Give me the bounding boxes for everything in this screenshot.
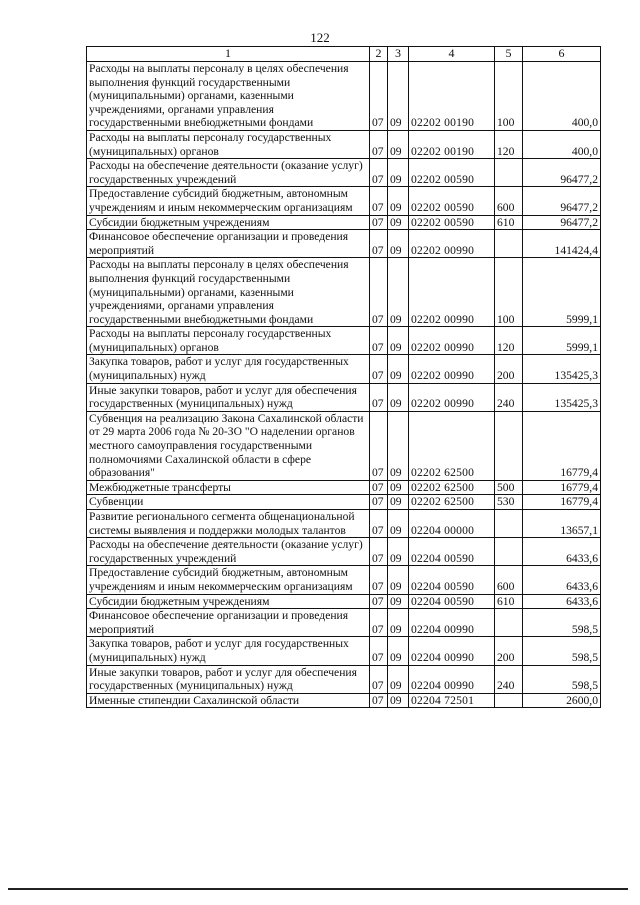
page-number: 122 bbox=[310, 30, 330, 45]
cell-vr bbox=[495, 510, 523, 538]
table-row bbox=[87, 594, 601, 609]
cell-rz: 07 bbox=[370, 230, 388, 258]
cell-vr bbox=[495, 693, 523, 708]
footer-rule bbox=[8, 888, 628, 890]
cell-rz: 07 bbox=[370, 566, 388, 594]
cell-vr: 610 bbox=[495, 594, 523, 609]
cell-vr: 200 bbox=[495, 355, 523, 383]
cell-name: Субвенция на реализацию Закона Сахалинской области от 29 марта 2006 года № 20-ЗО "О наделении органов местного самоуправления государственными полномочиями Сахалинской области в сфере образования" bbox=[87, 411, 370, 480]
cell-pr: 09 bbox=[388, 187, 409, 215]
cell-sum: 5999,1 bbox=[523, 258, 601, 327]
cell-name: Субсидии бюджетным учреждениям bbox=[87, 594, 370, 609]
cell-rz: 07 bbox=[370, 495, 388, 510]
table-row bbox=[87, 480, 601, 495]
cell-csr: 02202 00590 bbox=[409, 187, 495, 215]
table-row bbox=[87, 258, 601, 327]
cell-rz: 07 bbox=[370, 62, 388, 131]
cell-pr: 09 bbox=[388, 383, 409, 411]
cell-csr: 02204 00990 bbox=[409, 609, 495, 637]
header-col-5: 5 bbox=[495, 47, 523, 62]
cell-vr: 200 bbox=[495, 637, 523, 665]
cell-name: Расходы на выплаты персоналу в целях обеспечения выполнения функций государственными (муниципальными) органами, казенными учреждениями, органами управления государственными внебюджетными фондами bbox=[87, 258, 370, 327]
cell-name: Расходы на выплаты персоналу государственных (муниципальных) органов bbox=[87, 327, 370, 355]
cell-pr: 09 bbox=[388, 159, 409, 187]
cell-rz: 07 bbox=[370, 480, 388, 495]
cell-vr: 600 bbox=[495, 566, 523, 594]
cell-vr: 120 bbox=[495, 327, 523, 355]
cell-name: Расходы на обеспечение деятельности (оказание услуг) государственных учреждений bbox=[87, 159, 370, 187]
cell-sum: 16779,4 bbox=[523, 495, 601, 510]
cell-name: Иные закупки товаров, работ и услуг для обеспечения государственных (муниципальных) нужд bbox=[87, 665, 370, 693]
cell-csr: 02202 00990 bbox=[409, 327, 495, 355]
table-row bbox=[87, 230, 601, 258]
cell-sum: 2600,0 bbox=[523, 693, 601, 708]
cell-name: Субсидии бюджетным учреждениям bbox=[87, 215, 370, 230]
cell-pr: 09 bbox=[388, 327, 409, 355]
header-col-2: 2 bbox=[370, 47, 388, 62]
cell-rz: 07 bbox=[370, 258, 388, 327]
table-row bbox=[87, 327, 601, 355]
cell-rz: 07 bbox=[370, 411, 388, 480]
cell-vr: 600 bbox=[495, 187, 523, 215]
cell-vr bbox=[495, 609, 523, 637]
cell-csr: 02202 62500 bbox=[409, 495, 495, 510]
cell-sum: 96477,2 bbox=[523, 159, 601, 187]
cell-name: Предоставление субсидий бюджетным, автономным учреждениям и иным некоммерческим организациям bbox=[87, 566, 370, 594]
cell-sum: 6433,6 bbox=[523, 594, 601, 609]
cell-rz: 07 bbox=[370, 693, 388, 708]
cell-sum: 598,5 bbox=[523, 665, 601, 693]
table-row bbox=[87, 566, 601, 594]
table-row bbox=[87, 62, 601, 131]
cell-pr: 09 bbox=[388, 258, 409, 327]
cell-name: Закупка товаров, работ и услуг для государственных (муниципальных) нужд bbox=[87, 355, 370, 383]
cell-vr: 240 bbox=[495, 665, 523, 693]
cell-pr: 09 bbox=[388, 215, 409, 230]
cell-csr: 02204 00000 bbox=[409, 510, 495, 538]
cell-pr: 09 bbox=[388, 495, 409, 510]
cell-pr: 09 bbox=[388, 609, 409, 637]
cell-pr: 09 bbox=[388, 566, 409, 594]
cell-csr: 02204 00590 bbox=[409, 566, 495, 594]
cell-name: Расходы на выплаты персоналу государственных (муниципальных) органов bbox=[87, 130, 370, 158]
cell-pr: 09 bbox=[388, 355, 409, 383]
table-row bbox=[87, 383, 601, 411]
cell-sum: 141424,4 bbox=[523, 230, 601, 258]
cell-vr: 610 bbox=[495, 215, 523, 230]
cell-pr: 09 bbox=[388, 538, 409, 566]
cell-vr: 120 bbox=[495, 130, 523, 158]
cell-name: Межбюджетные трансферты bbox=[87, 480, 370, 495]
cell-name: Развитие регионального сегмента общенациональной системы выявления и поддержки молодых талантов bbox=[87, 510, 370, 538]
cell-sum: 5999,1 bbox=[523, 327, 601, 355]
cell-csr: 02202 00990 bbox=[409, 383, 495, 411]
cell-rz: 07 bbox=[370, 665, 388, 693]
cell-csr: 02202 62500 bbox=[409, 480, 495, 495]
cell-pr: 09 bbox=[388, 411, 409, 480]
cell-sum: 6433,6 bbox=[523, 566, 601, 594]
cell-vr: 240 bbox=[495, 383, 523, 411]
header-col-4: 4 bbox=[409, 47, 495, 62]
cell-name: Финансовое обеспечение организации и проведения мероприятий bbox=[87, 609, 370, 637]
cell-sum: 400,0 bbox=[523, 62, 601, 131]
cell-sum: 400,0 bbox=[523, 130, 601, 158]
cell-csr: 02202 00590 bbox=[409, 215, 495, 230]
cell-csr: 02202 00190 bbox=[409, 62, 495, 131]
cell-rz: 07 bbox=[370, 383, 388, 411]
cell-vr bbox=[495, 538, 523, 566]
table-row bbox=[87, 538, 601, 566]
cell-pr: 09 bbox=[388, 510, 409, 538]
table-row bbox=[87, 130, 601, 158]
cell-csr: 02202 00990 bbox=[409, 355, 495, 383]
table-row bbox=[87, 693, 601, 708]
cell-vr bbox=[495, 230, 523, 258]
cell-rz: 07 bbox=[370, 594, 388, 609]
table-row bbox=[87, 355, 601, 383]
cell-name: Закупка товаров, работ и услуг для государственных (муниципальных) нужд bbox=[87, 637, 370, 665]
cell-csr: 02202 00990 bbox=[409, 230, 495, 258]
cell-sum: 96477,2 bbox=[523, 187, 601, 215]
cell-csr: 02202 00590 bbox=[409, 159, 495, 187]
cell-rz: 07 bbox=[370, 355, 388, 383]
cell-rz: 07 bbox=[370, 215, 388, 230]
cell-pr: 09 bbox=[388, 665, 409, 693]
table-row bbox=[87, 609, 601, 637]
cell-name: Расходы на обеспечение деятельности (оказание услуг) государственных учреждений bbox=[87, 538, 370, 566]
cell-sum: 16779,4 bbox=[523, 480, 601, 495]
cell-vr: 100 bbox=[495, 258, 523, 327]
cell-pr: 09 bbox=[388, 480, 409, 495]
cell-name: Субвенции bbox=[87, 495, 370, 510]
cell-name: Предоставление субсидий бюджетным, автономным учреждениям и иным некоммерческим организациям bbox=[87, 187, 370, 215]
cell-csr: 02202 62500 bbox=[409, 411, 495, 480]
cell-vr: 530 bbox=[495, 495, 523, 510]
table-header-row bbox=[87, 47, 601, 62]
cell-rz: 07 bbox=[370, 637, 388, 665]
cell-csr: 02204 00590 bbox=[409, 594, 495, 609]
cell-csr: 02204 72501 bbox=[409, 693, 495, 708]
cell-sum: 6433,6 bbox=[523, 538, 601, 566]
cell-pr: 09 bbox=[388, 230, 409, 258]
header-col-6: 6 bbox=[523, 47, 601, 62]
cell-vr bbox=[495, 411, 523, 480]
cell-sum: 13657,1 bbox=[523, 510, 601, 538]
cell-sum: 598,5 bbox=[523, 637, 601, 665]
cell-rz: 07 bbox=[370, 130, 388, 158]
table-row bbox=[87, 665, 601, 693]
cell-rz: 07 bbox=[370, 510, 388, 538]
cell-rz: 07 bbox=[370, 609, 388, 637]
cell-sum: 16779,4 bbox=[523, 411, 601, 480]
cell-name: Расходы на выплаты персоналу в целях обеспечения выполнения функций государственными (муниципальными) органами, казенными учреждениями, органами управления государственными внебюджетными фондами bbox=[87, 62, 370, 131]
cell-pr: 09 bbox=[388, 637, 409, 665]
cell-vr bbox=[495, 159, 523, 187]
cell-sum: 598,5 bbox=[523, 609, 601, 637]
table-row bbox=[87, 187, 601, 215]
header-col-3: 3 bbox=[388, 47, 409, 62]
cell-csr: 02202 00990 bbox=[409, 258, 495, 327]
table-row bbox=[87, 495, 601, 510]
cell-sum: 135425,3 bbox=[523, 355, 601, 383]
cell-rz: 07 bbox=[370, 538, 388, 566]
cell-csr: 02204 00590 bbox=[409, 538, 495, 566]
cell-csr: 02202 00190 bbox=[409, 130, 495, 158]
cell-vr: 100 bbox=[495, 62, 523, 131]
cell-rz: 07 bbox=[370, 187, 388, 215]
cell-rz: 07 bbox=[370, 159, 388, 187]
cell-pr: 09 bbox=[388, 693, 409, 708]
cell-csr: 02204 00990 bbox=[409, 637, 495, 665]
cell-sum: 135425,3 bbox=[523, 383, 601, 411]
cell-name: Иные закупки товаров, работ и услуг для обеспечения государственных (муниципальных) нужд bbox=[87, 383, 370, 411]
budget-table bbox=[86, 46, 601, 708]
cell-vr: 500 bbox=[495, 480, 523, 495]
cell-pr: 09 bbox=[388, 62, 409, 131]
cell-sum: 96477,2 bbox=[523, 215, 601, 230]
table-row bbox=[87, 159, 601, 187]
cell-rz: 07 bbox=[370, 327, 388, 355]
header-col-1: 1 bbox=[87, 47, 370, 62]
table-row bbox=[87, 510, 601, 538]
table-row bbox=[87, 215, 601, 230]
cell-pr: 09 bbox=[388, 594, 409, 609]
table-row bbox=[87, 411, 601, 480]
cell-csr: 02204 00990 bbox=[409, 665, 495, 693]
cell-name: Именные стипендии Сахалинской области bbox=[87, 693, 370, 708]
table-row bbox=[87, 637, 601, 665]
cell-name: Финансовое обеспечение организации и проведения мероприятий bbox=[87, 230, 370, 258]
cell-pr: 09 bbox=[388, 130, 409, 158]
